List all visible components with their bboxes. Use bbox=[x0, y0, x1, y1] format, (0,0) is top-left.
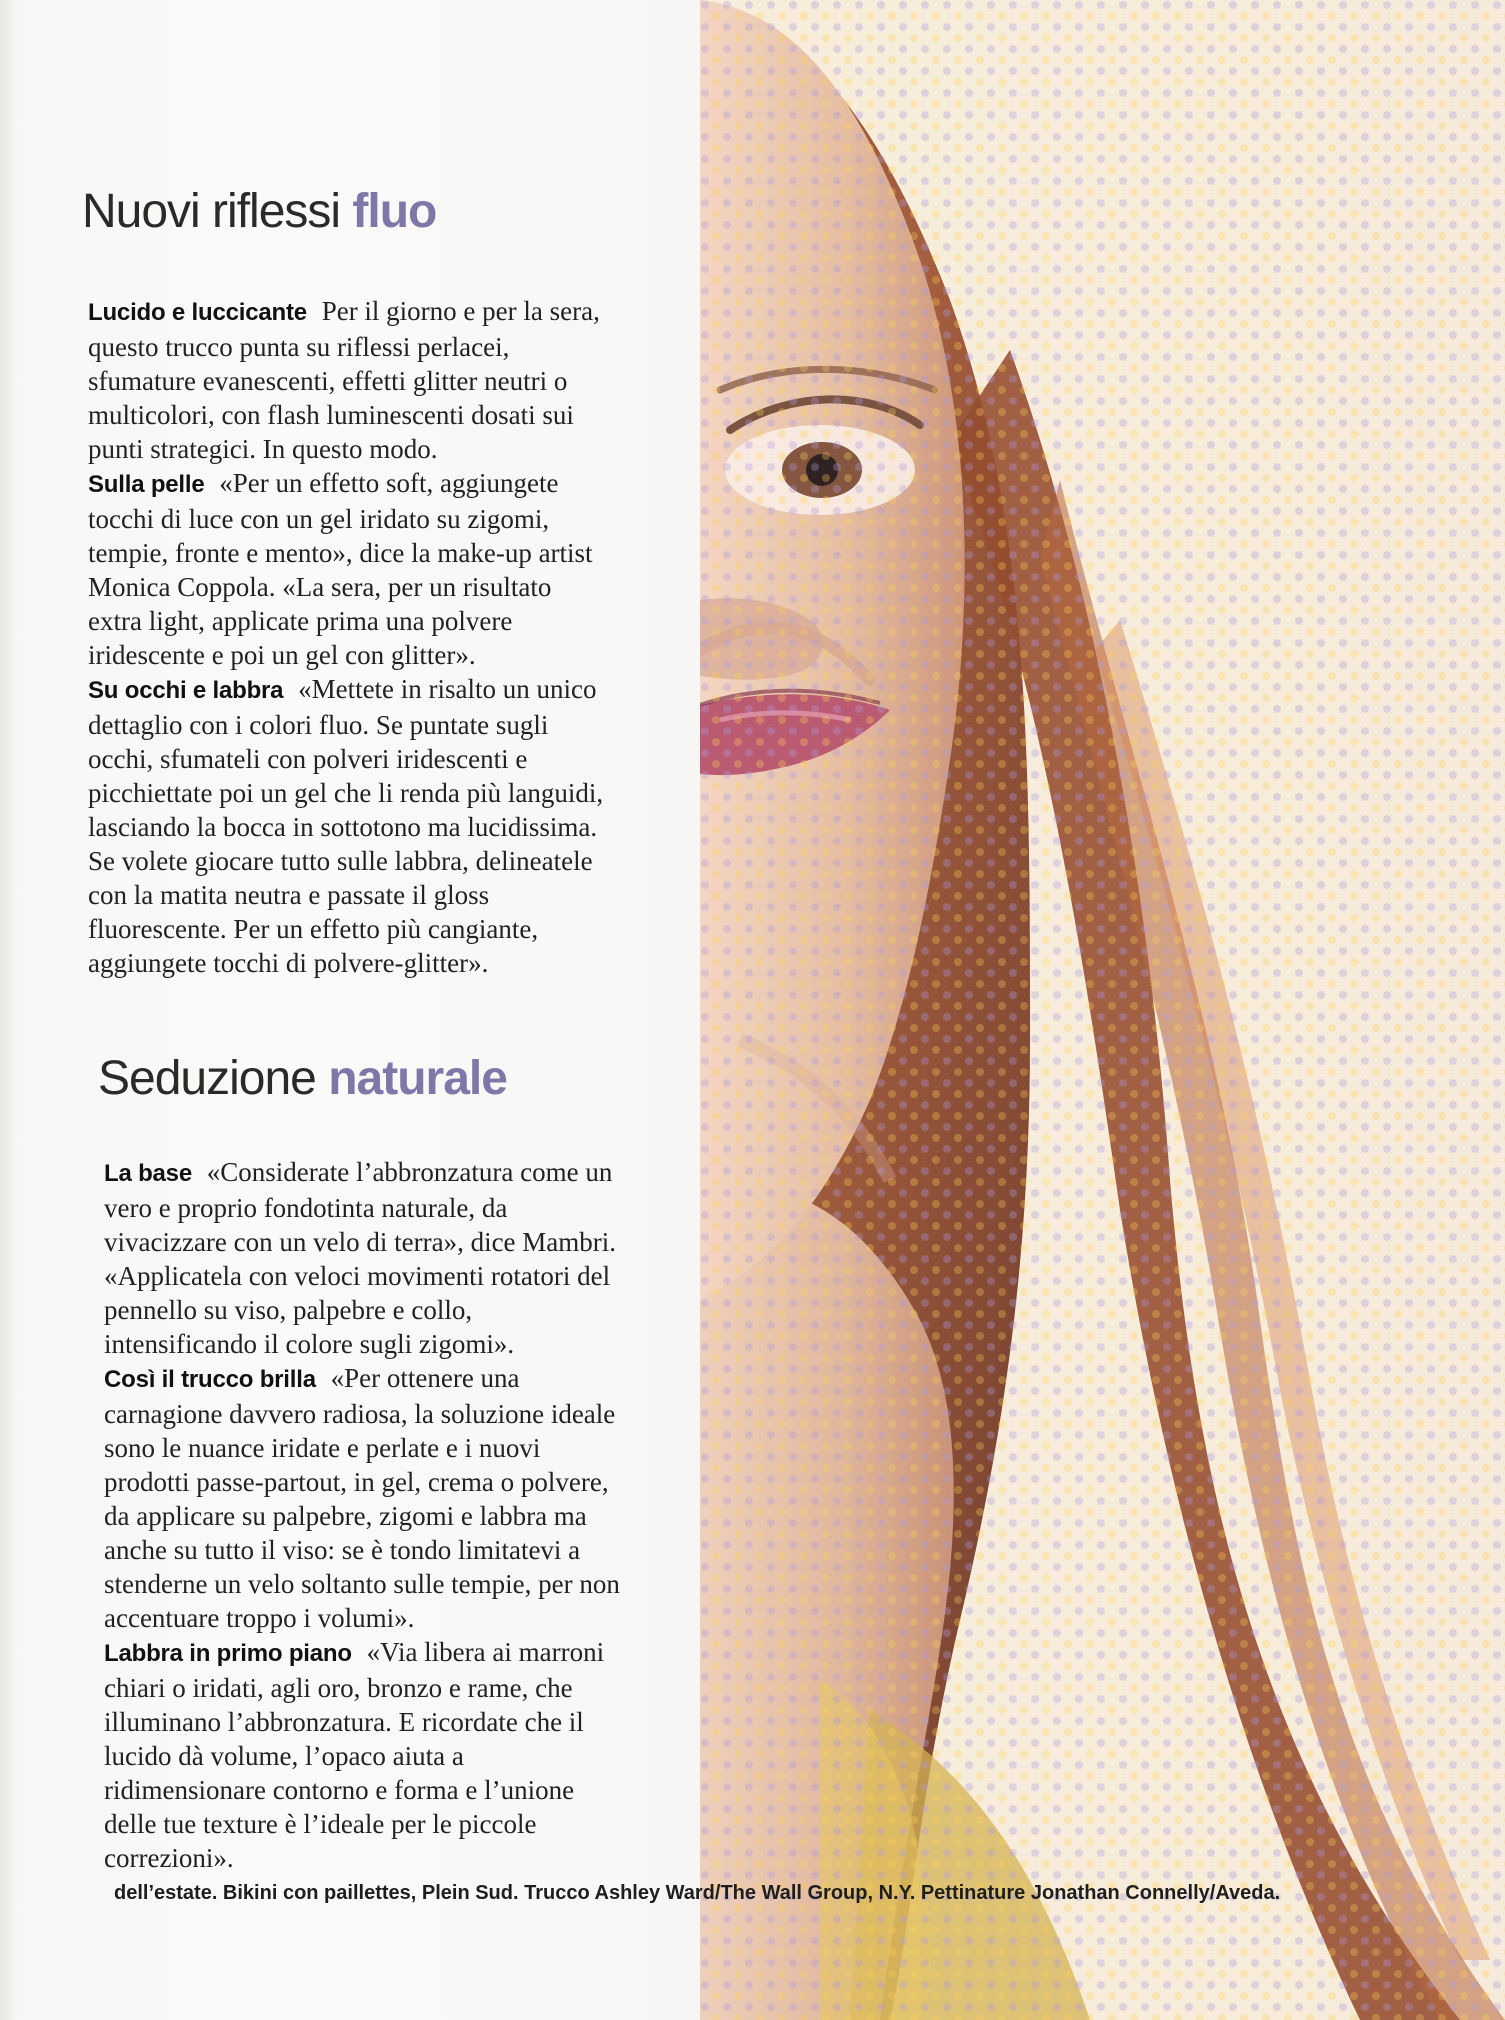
paragraph-lead: Lucido e luccicante bbox=[88, 299, 307, 326]
section-heading-naturale bbox=[98, 1052, 507, 1105]
article-section-naturale bbox=[104, 1155, 624, 1875]
heading-plain-text: Seduzione bbox=[98, 1052, 329, 1105]
photo-credit: dell’estate. Bikini con paillettes, Plein Sud. Trucco Ashley Ward/The Wall Group, N.Y. Pettinature Jonathan Connelly/Aveda. bbox=[114, 1882, 1281, 1904]
article-paragraph bbox=[88, 294, 608, 466]
portrait-photo bbox=[700, 0, 1505, 2020]
paragraph-lead: Su occhi e labbra bbox=[88, 677, 284, 704]
article-paragraph bbox=[104, 1635, 624, 1875]
article-paragraph bbox=[104, 1361, 624, 1635]
portrait-photo-icon bbox=[700, 0, 1505, 2020]
article-paragraph bbox=[104, 1155, 624, 1361]
heading-plain-text: Nuovi riflessi bbox=[82, 185, 353, 238]
paragraph-lead: Così il trucco brilla bbox=[104, 1366, 316, 1393]
article-section-fluo bbox=[88, 294, 608, 980]
paragraph-lead: Labbra in primo piano bbox=[104, 1640, 352, 1667]
heading-accent-text: fluo bbox=[352, 185, 437, 238]
article-paragraph bbox=[88, 672, 608, 980]
gutter-fade bbox=[6, 1792, 20, 1972]
paragraph-text: Per il giorno e per la sera, questo trucco punta su riflessi perlacei, sfumature evanescenti, effetti glitter neutri o multicolori, con flash luminescenti dosati sui punti strategici. In questo modo. bbox=[88, 296, 600, 464]
paragraph-text: «Via libera ai marroni chiari o iridati, agli oro, bronzo e rame, che illuminano l’abbronzatura. E ricordate che il lucido dà volume, l’opaco aiuta a ridimensionare contorno e forma e l’unione delle tue texture è l’ideale per le piccole correzioni». bbox=[104, 1637, 605, 1873]
paragraph-lead: La base bbox=[104, 1160, 192, 1187]
text-column bbox=[0, 0, 700, 2020]
paragraph-text: «Per un effetto soft, aggiungete tocchi di luce con un gel iridato su zigomi, tempie, fronte e mento», dice la make-up artist Monica Coppola. «La sera, per un risultato extra light, applicate prima una polvere iridescente e poi un gel con glitter». bbox=[88, 468, 593, 670]
section-heading-fluo bbox=[82, 185, 437, 238]
paragraph-text: «Mettete in risalto un unico dettaglio con i colori fluo. Se puntate sugli occhi, sfumateli con polveri iridescenti e picchiettate poi un gel che li renda più languidi, lasciando la bocca in sottotono ma lucidissima. Se volete giocare tutto sulle labbra, delineatele con la matita neutra e passate il gloss fluorescente. Per un effetto più cangiante, aggiungete tocchi di polvere-glitter». bbox=[88, 674, 604, 978]
paragraph-text: «Per ottenere una carnagione davvero radiosa, la soluzione ideale sono le nuance iridate e perlate e i nuovi prodotti passe-partout, in gel, crema o polvere, da applicare su palpebre, zigomi e labbra ma anche su tutto il viso: se è tondo limitatevi a stenderne un velo soltanto sulle tempie, per non accentuare troppo i volumi». bbox=[104, 1363, 620, 1633]
paragraph-lead: Sulla pelle bbox=[88, 471, 205, 498]
paragraph-text: «Considerate l’abbronzatura come un vero e proprio fondotinta naturale, da vivacizzare con un velo di terra», dice Mambri. «Applicatela con veloci movimenti rotatori del pennello su viso, palpebre e collo, intensificando il colore sugli zigomi». bbox=[104, 1157, 617, 1359]
article-paragraph bbox=[88, 466, 608, 672]
heading-accent-text: naturale bbox=[328, 1052, 507, 1105]
